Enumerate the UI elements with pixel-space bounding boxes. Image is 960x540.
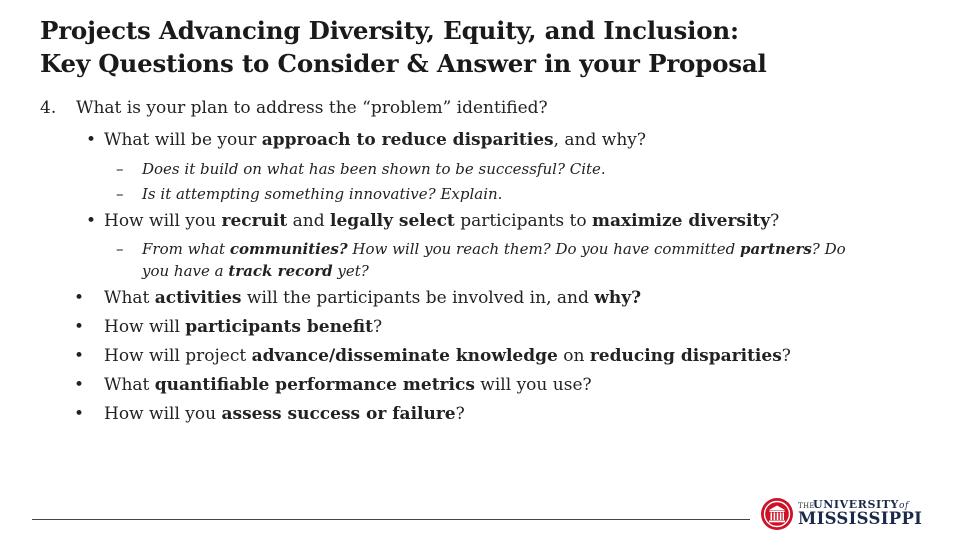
bullet-marker: •	[86, 130, 97, 150]
text-run: you have a	[142, 262, 229, 280]
text-run: will the participants be involved in, and	[241, 288, 595, 308]
bullet-text	[104, 317, 382, 337]
bullet-text	[104, 211, 779, 231]
emphasis-text: reducing disparities	[589, 346, 782, 366]
text-run: yet?	[332, 262, 369, 280]
emphasis-text: approach to reduce disparities	[261, 130, 554, 150]
text-run: How will you	[104, 404, 222, 424]
text-run: How will you	[104, 211, 222, 231]
item-number: 4.	[40, 98, 57, 118]
text-run: will you use?	[474, 375, 592, 395]
text-run: ? Do	[811, 240, 846, 258]
slide-title	[40, 14, 940, 80]
text-run: ?	[781, 346, 791, 366]
sub-text-continued	[142, 262, 369, 280]
sub-text	[142, 185, 502, 203]
bullet-text	[104, 346, 791, 366]
emphasis-text: activities	[154, 288, 242, 308]
item-text: What is your plan to address the “problem” identified?	[76, 98, 548, 118]
bullet-text	[104, 288, 641, 308]
text-run: , and why?	[553, 130, 647, 150]
emphasis-text: maximize diversity	[591, 211, 771, 231]
emphasis-text: legally select	[330, 211, 455, 231]
text-run: How will	[104, 317, 186, 337]
footer-divider	[32, 519, 750, 520]
emphasis-text: quantifiable performance metrics	[154, 375, 475, 395]
text-run: ?	[372, 317, 383, 337]
dash-marker: –	[116, 240, 124, 258]
emphasis-text: recruit	[221, 211, 288, 231]
logo-university-word: UNIVERSITY	[813, 498, 899, 511]
sub-text	[142, 240, 846, 258]
text-run: ?	[770, 211, 780, 231]
text-run: Is it attempting something innovative? Explain.	[142, 185, 503, 203]
text-run: What will be your	[104, 130, 262, 150]
text-run: From what	[142, 240, 230, 258]
bullet-marker: •	[74, 404, 85, 424]
text-run: and	[287, 211, 331, 231]
lyceum-icon	[760, 497, 794, 531]
emphasis-text: track record	[228, 262, 333, 280]
emphasis-text: communities?	[229, 240, 348, 258]
text-run: participants to	[454, 211, 592, 231]
sub-text	[142, 160, 606, 178]
logo-of: of	[898, 501, 909, 511]
university-logo	[760, 497, 930, 531]
bullet-text	[104, 404, 465, 424]
emphasis-text: why?	[594, 288, 642, 308]
bullet-marker: •	[74, 375, 85, 395]
title-line-2: Key Questions to Consider & Answer in your Proposal	[40, 49, 767, 78]
emphasis-text: advance/disseminate knowledge	[251, 346, 558, 366]
logo-name: MISSISSIPPI	[798, 509, 923, 528]
bullet-text	[104, 130, 646, 150]
text-run: on	[557, 346, 590, 366]
logo-prefix: THE	[798, 502, 815, 510]
text-run: How will you reach them? Do you have committed	[347, 240, 740, 258]
dash-marker: –	[116, 185, 124, 203]
bullet-marker: •	[86, 211, 97, 231]
text-run: How will project	[104, 346, 252, 366]
bullet-text	[104, 375, 592, 395]
text-run: What	[104, 375, 155, 395]
bullet-marker: •	[74, 317, 85, 337]
text-run: Does it build on what has been shown to be successful? Cite.	[142, 160, 606, 178]
emphasis-text: partners	[739, 240, 812, 258]
dash-marker: –	[116, 160, 124, 178]
text-run: ?	[455, 404, 465, 424]
bullet-marker: •	[74, 288, 85, 308]
emphasis-text: assess success or failure	[221, 404, 456, 424]
emphasis-text: participants benefit	[185, 317, 373, 337]
title-line-1: Projects Advancing Diversity, Equity, and Inclusion:	[40, 16, 739, 45]
bullet-marker: •	[74, 346, 85, 366]
text-run: What	[104, 288, 155, 308]
